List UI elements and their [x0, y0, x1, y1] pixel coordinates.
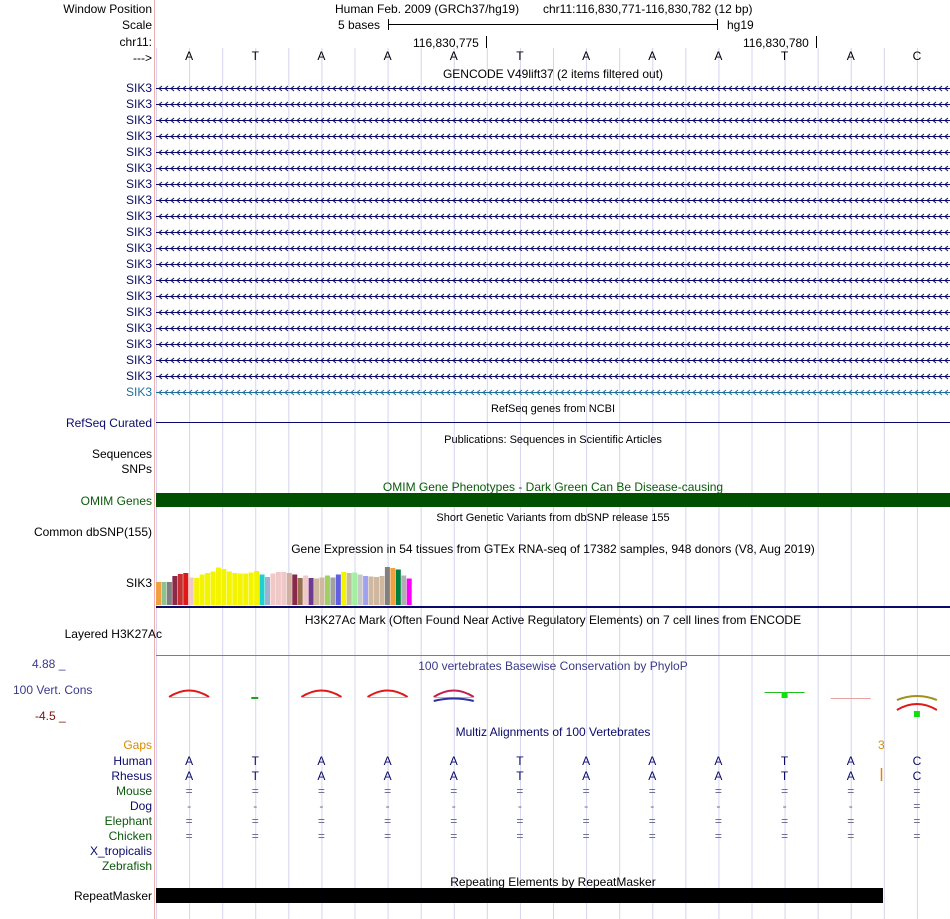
alignment-base: A: [185, 769, 194, 783]
gtex-bar: [325, 576, 330, 606]
species-label[interactable]: Mouse: [115, 784, 152, 798]
gencode-track-title[interactable]: GENCODE V49lift37 (2 items filtered out): [442, 67, 664, 81]
alignment-base: -: [385, 799, 390, 813]
gtex-bar: [172, 576, 177, 605]
alignment-base: T: [251, 769, 259, 783]
publications-label-snps[interactable]: SNPs: [121, 462, 152, 476]
phylop-min-label: -4.5 _: [35, 709, 66, 723]
gtex-bar: [270, 574, 275, 606]
reference-base: A: [582, 49, 591, 63]
gtex-bar: [320, 578, 325, 606]
alignment-base: -: [584, 799, 589, 813]
gene-label[interactable]: SIK3: [125, 145, 152, 159]
gtex-bar: [347, 573, 352, 605]
gtex-bar: [374, 577, 379, 605]
window-position-label: Window Position: [63, 2, 152, 16]
gtex-bar: [407, 579, 412, 606]
refseq-track-title[interactable]: RefSeq genes from NCBI: [490, 403, 616, 415]
chrom-label: chr11:: [119, 35, 152, 49]
gtex-bar: [369, 577, 374, 606]
alignment-base: =: [185, 829, 193, 843]
alignment-base: =: [648, 829, 656, 843]
scale-bases: 5 bases: [338, 18, 381, 32]
alignment-base: =: [714, 814, 722, 828]
gtex-bar: [265, 577, 270, 605]
gtex-bar: [287, 573, 292, 605]
reference-base: C: [912, 49, 922, 63]
gene-label[interactable]: SIK3: [125, 97, 152, 111]
dbsnp-label[interactable]: Common dbSNP(155): [33, 525, 152, 539]
gene-label[interactable]: SIK3: [125, 305, 152, 319]
gtex-bar: [358, 575, 363, 606]
phylop-point: [782, 692, 788, 698]
repeatmasker-label[interactable]: RepeatMasker: [73, 889, 152, 903]
alignment-base: =: [781, 784, 789, 798]
reference-base: A: [449, 49, 458, 63]
reference-base: A: [317, 49, 326, 63]
reference-base: T: [516, 49, 524, 63]
publications-label-sequences[interactable]: Sequences: [91, 447, 152, 461]
gtex-bar: [232, 573, 237, 605]
alignment-base: C: [912, 754, 922, 768]
gtex-bar: [194, 578, 199, 605]
alignment-base: -: [782, 799, 787, 813]
phylop-point: [914, 711, 920, 717]
alignment-base: =: [317, 829, 325, 843]
alignment-base: T: [516, 754, 524, 768]
gene-label[interactable]: SIK3: [125, 241, 152, 255]
alignment-base: =: [516, 814, 524, 828]
alignment-base: A: [449, 754, 458, 768]
gene-label[interactable]: SIK3: [125, 225, 152, 239]
coordinate-1: 116,830,775: [413, 36, 479, 50]
alignment-base: A: [648, 754, 657, 768]
strand-label: --->: [133, 51, 152, 65]
scale-db: hg19: [727, 18, 754, 32]
alignment-base: =: [251, 784, 259, 798]
alignment-base: A: [714, 754, 723, 768]
gtex-bar: [330, 578, 335, 606]
alignment-base: =: [450, 784, 458, 798]
gene-label[interactable]: SIK3: [125, 209, 152, 223]
alignment-base: =: [714, 784, 722, 798]
gtex-bar: [205, 573, 210, 605]
species-label[interactable]: Elephant: [104, 814, 152, 828]
alignment-base: =: [648, 814, 656, 828]
gtex-bar: [363, 576, 368, 605]
gene-label[interactable]: SIK3: [125, 353, 152, 367]
gene-label[interactable]: SIK3: [125, 385, 152, 399]
gene-label[interactable]: SIK3: [125, 337, 152, 351]
refseq-label[interactable]: RefSeq Curated: [65, 416, 152, 430]
multiz-track-title[interactable]: Multiz Alignments of 100 Vertebrates: [455, 725, 651, 739]
gaps-label: Gaps: [123, 738, 152, 752]
alignment-base: =: [317, 784, 325, 798]
h3k27ac-track-title[interactable]: H3K27Ac Mark (Often Found Near Active Regulatory Elements) on 7 cell lines from ENCODE: [304, 613, 802, 627]
alignment-base: =: [516, 829, 524, 843]
h3k27ac-label[interactable]: Layered H3K27Ac: [64, 627, 162, 641]
phylop-label[interactable]: 100 Vert. Cons: [13, 683, 93, 697]
gtex-bar: [161, 582, 166, 605]
species-label[interactable]: Human: [113, 754, 152, 768]
alignment-base: T: [516, 769, 524, 783]
alignment-base: A: [648, 769, 657, 783]
gtex-bar: [341, 572, 346, 605]
gene-label[interactable]: SIK3: [125, 161, 152, 175]
alignment-base: A: [317, 754, 326, 768]
alignment-base: =: [384, 784, 392, 798]
reference-base: A: [185, 49, 194, 63]
alignment-base: =: [516, 784, 524, 798]
gene-label[interactable]: SIK3: [125, 369, 152, 383]
gtex-bar: [390, 568, 395, 605]
gtex-bar: [379, 576, 384, 605]
repeatmasker-bar: [156, 888, 883, 903]
alignment-base: -: [319, 799, 324, 813]
coordinate-2: 116,830,780: [743, 36, 809, 50]
omim-bar: [156, 493, 950, 507]
alignment-base: =: [582, 814, 590, 828]
alignment-base: C: [912, 769, 922, 783]
alignment-base: A: [846, 754, 855, 768]
alignment-base: =: [251, 829, 259, 843]
alignment-base: =: [913, 784, 921, 798]
gtex-track-title[interactable]: Gene Expression in 54 tissues from GTEx RNA-seq of 17382 samples, 948 donors (V8, Aug 2019): [291, 542, 815, 556]
species-label[interactable]: X_tropicalis: [89, 844, 152, 858]
gtex-bar: [211, 572, 216, 606]
alignment-base: =: [185, 814, 193, 828]
gtex-bar: [200, 575, 205, 606]
alignment-base: -: [253, 799, 258, 813]
reference-base: A: [648, 49, 657, 63]
alignment-base: T: [780, 769, 789, 783]
gtex-bar: [276, 572, 281, 605]
alignment-base: T: [780, 754, 789, 768]
repeatmasker-track-title[interactable]: Repeating Elements by RepeatMasker: [450, 875, 656, 889]
alignment-base: -: [517, 799, 522, 813]
species-label[interactable]: Rhesus: [111, 769, 152, 783]
gtex-bar: [243, 574, 248, 606]
gtex-bar: [249, 573, 254, 606]
reference-base: T: [251, 49, 259, 63]
alignment-base: =: [317, 814, 325, 828]
reference-base: A: [383, 49, 392, 63]
alignment-base: A: [714, 769, 723, 783]
dbsnp-track-title[interactable]: Short Genetic Variants from dbSNP release 155: [436, 512, 670, 524]
alignment-base: =: [450, 829, 458, 843]
alignment-base: =: [847, 784, 855, 798]
alignment-base: T: [251, 754, 259, 768]
reference-base: A: [714, 49, 723, 63]
alignment-base: =: [913, 829, 921, 843]
alignment-base: -: [716, 799, 721, 813]
alignment-base: =: [847, 814, 855, 828]
gap-count: 3: [878, 738, 885, 752]
species-label[interactable]: Dog: [129, 799, 152, 813]
gene-label[interactable]: SIK3: [125, 257, 152, 271]
gtex-bar: [254, 571, 259, 605]
alignment-base: =: [847, 829, 855, 843]
alignment-base: -: [848, 799, 853, 813]
alignment-base: A: [582, 754, 591, 768]
gtex-bar: [156, 582, 161, 605]
gene-label[interactable]: SIK3: [125, 81, 152, 95]
gtex-bar: [216, 568, 221, 606]
gene-label[interactable]: SIK3: [125, 273, 152, 287]
gtex-bar: [167, 582, 172, 605]
gtex-bar: [178, 574, 183, 605]
gtex-bar: [298, 578, 303, 605]
gene-label[interactable]: SIK3: [125, 177, 152, 191]
alignment-base: A: [383, 754, 392, 768]
gene-label[interactable]: SIK3: [125, 289, 152, 303]
assembly-label: Human Feb. 2009 (GRCh37/hg19): [335, 2, 520, 16]
gtex-bar: [281, 572, 286, 605]
alignment-base: =: [251, 814, 259, 828]
alignment-base: A: [317, 769, 326, 783]
reference-base: T: [780, 49, 789, 63]
gtex-bar: [309, 578, 314, 605]
omim-label[interactable]: OMIM Genes: [80, 494, 152, 508]
alignment-base: A: [582, 769, 591, 783]
alignment-base: =: [384, 829, 392, 843]
gtex-label[interactable]: SIK3: [125, 576, 152, 590]
gtex-bar: [227, 572, 232, 606]
gtex-bar: [189, 578, 194, 606]
gtex-bar: [221, 569, 226, 605]
alignment-base: =: [781, 829, 789, 843]
alignment-base: =: [648, 784, 656, 798]
reference-base: A: [846, 49, 855, 63]
gtex-bar: [183, 573, 188, 605]
alignment-base: =: [781, 814, 789, 828]
gene-label[interactable]: SIK3: [125, 321, 152, 335]
alignment-base: =: [450, 814, 458, 828]
alignment-base: =: [582, 829, 590, 843]
gtex-bar: [385, 567, 390, 605]
omim-track-title[interactable]: OMIM Gene Phenotypes - Dark Green Can Be Disease-causing: [382, 480, 724, 494]
gtex-bar: [238, 574, 243, 606]
alignment-base: A: [383, 769, 392, 783]
alignment-base: -: [187, 799, 192, 813]
gtex-bar: [396, 570, 401, 606]
alignment-base: A: [846, 769, 855, 783]
gtex-bar: [292, 575, 297, 606]
alignment-base: =: [384, 814, 392, 828]
gtex-bar: [336, 575, 341, 606]
gtex-bar: [352, 573, 357, 606]
gtex-bar: [314, 579, 319, 606]
alignment-base: =: [913, 799, 921, 813]
alignment-base: =: [913, 814, 921, 828]
gtex-bar: [401, 576, 406, 606]
alignment-base: A: [449, 769, 458, 783]
alignment-base: =: [582, 784, 590, 798]
alignment-base: =: [714, 829, 722, 843]
publications-track-title[interactable]: Publications: Sequences in Scientific Articles: [444, 434, 662, 446]
alignment-base: -: [451, 799, 456, 813]
gtex-bar: [260, 575, 265, 606]
gtex-bar: [303, 576, 308, 606]
phylop-track-title[interactable]: 100 vertebrates Basewise Conservation by PhyloP: [418, 659, 688, 673]
alignment-base: =: [185, 784, 193, 798]
gene-label[interactable]: SIK3: [125, 129, 152, 143]
species-label[interactable]: Zebrafish: [101, 859, 152, 873]
gene-label[interactable]: SIK3: [125, 193, 152, 207]
alignment-base: A: [185, 754, 194, 768]
gene-label[interactable]: SIK3: [125, 113, 152, 127]
species-label[interactable]: Chicken: [108, 829, 152, 843]
position-label: chr11:116,830,771-116,830,782 (12 bp): [543, 2, 753, 16]
phylop-max-label: 4.88 _: [32, 657, 66, 671]
scale-label: Scale: [121, 18, 152, 32]
alignment-base: -: [650, 799, 655, 813]
